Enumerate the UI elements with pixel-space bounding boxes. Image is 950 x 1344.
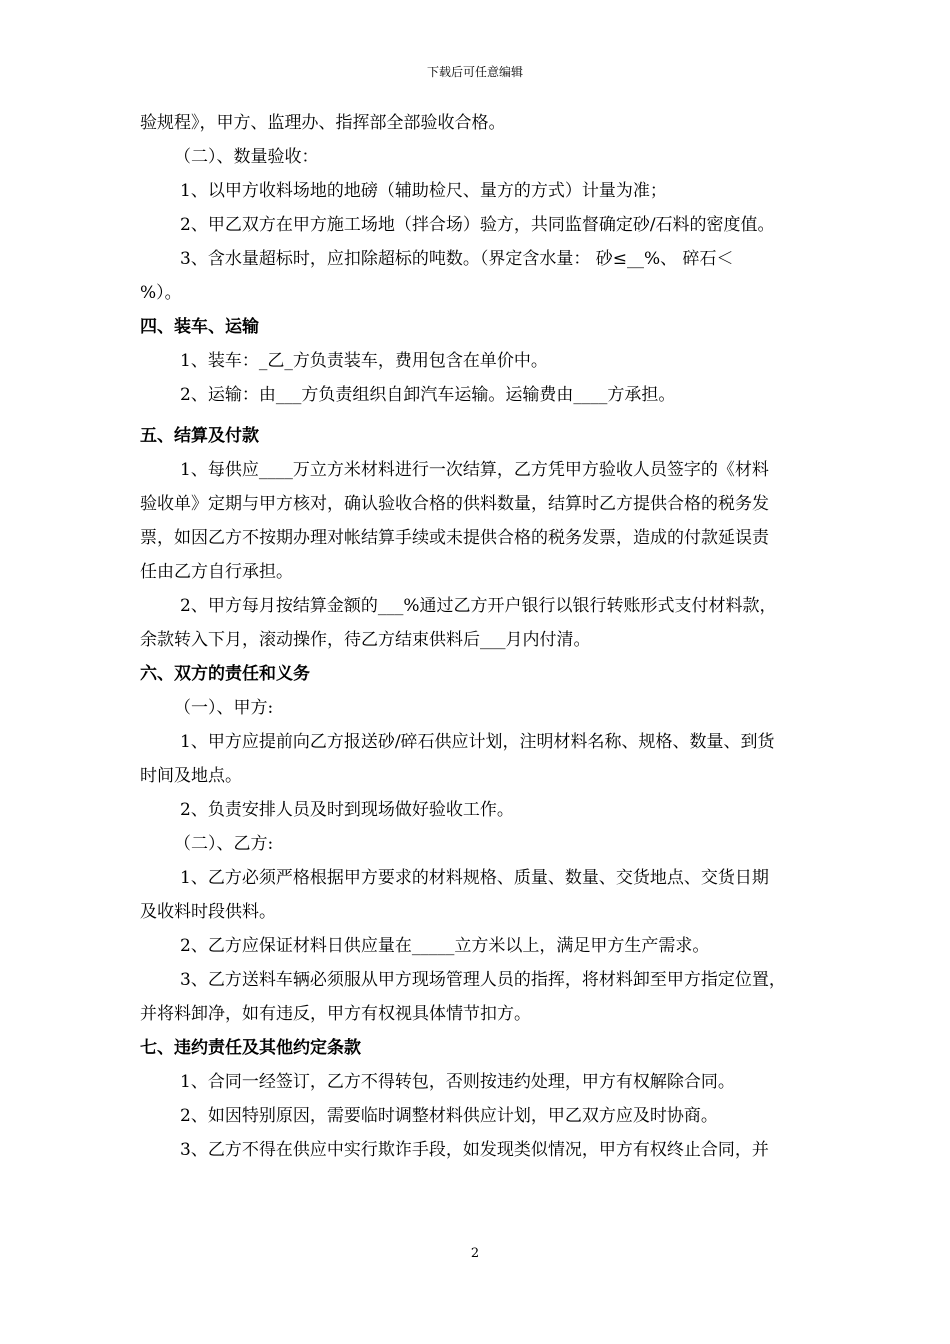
paragraph-line: 2、运输：由___方负责组织自卸汽车运输。运输费由____方承担。 (180, 385, 676, 405)
subsection-title: （二）、乙方: (174, 834, 274, 854)
paragraph-line: 2、甲乙双方在甲方施工场地（拌合场）验方，共同监督确定砂/石料的密度值。 (180, 215, 775, 235)
paragraph-line: 时间及地点。 (140, 766, 242, 786)
paragraph-line: 3、乙方不得在供应中实行欺诈手段，如发现类似情况，甲方有权终止合同，并 (180, 1140, 769, 1160)
paragraph-line: 1、甲方应提前向乙方报送砂/碎石供应计划，注明材料名称、规格、数量、到货 (180, 732, 775, 752)
section-heading-responsibilities: 六、双方的责任和义务 (140, 664, 310, 684)
paragraph-line: 验收单》定期与甲方核对，确认验收合格的供料数量，结算时乙方提供合格的税务发 (140, 494, 769, 514)
paragraph-line: 1、每供应____万立方米材料进行一次结算，乙方凭甲方验收人员签字的《材料 (180, 460, 769, 480)
page-header: 下载后可任意编辑 (426, 65, 523, 79)
page-number: 2 (470, 1246, 480, 1261)
section-heading-loading-transport: 四、装车、运输 (140, 317, 259, 337)
paragraph-line: 2、乙方应保证材料日供应量在_____立方米以上，满足甲方生产需求。 (180, 936, 710, 956)
paragraph-line: 1、以甲方收料场地的地磅（辅助检尺、量方的方式）计量为准； (180, 181, 667, 201)
paragraph-line: 2、甲方每月按结算金额的___%通过乙方开户银行以银行转账形式支付材料款， (180, 596, 777, 616)
paragraph-line: 1、合同一经签订，乙方不得转包，否则按违约处理，甲方有权解除合同。 (180, 1072, 735, 1092)
section-heading-liability: 七、违约责任及其他约定条款 (140, 1038, 361, 1058)
paragraph-line: 1、乙方必须严格根据甲方要求的材料规格、质量、数量、交货地点、交货日期 (180, 868, 769, 888)
section-heading-settlement: 五、结算及付款 (140, 426, 259, 446)
subsection-title: （一）、甲方: (174, 698, 274, 718)
paragraph-line: %）。 (140, 283, 182, 303)
paragraph-line: 票，如因乙方不按期办理对帐结算手续或未提供合格的税务发票，造成的付款延误责 (140, 528, 769, 548)
paragraph-line: 验规程》，甲方、监理办、指挥部全部验收合格。 (140, 113, 506, 133)
document-body (140, 106, 870, 1167)
paragraph-line: 任由乙方自行承担。 (140, 562, 293, 582)
paragraph-line: 3、乙方送料车辆必须服从甲方现场管理人员的指挥，将材料卸至甲方指定位置， (180, 970, 786, 990)
paragraph-line: 1、装车：_乙_方负责装车，费用包含在单价中。 (180, 351, 548, 371)
subsection-title: （二）、数量验收： (174, 147, 319, 167)
paragraph-line: 并将料卸净，如有违反，甲方有权视具体情节扣方。 (140, 1004, 531, 1024)
paragraph-line: 2、负责安排人员及时到现场做好验收工作。 (180, 800, 514, 820)
paragraph-line: 2、如因特别原因，需要临时调整材料供应计划，甲乙双方应及时协商。 (180, 1106, 718, 1126)
paragraph-line: 及收料时段供料。 (140, 902, 276, 922)
paragraph-line: 3、含水量超标时，应扣除超标的吨数。（界定含水量： 砂≤__%、 碎石＜ (180, 249, 734, 269)
paragraph-line: 余款转入下月，滚动操作，待乙方结束供料后___月内付清。 (140, 630, 591, 650)
